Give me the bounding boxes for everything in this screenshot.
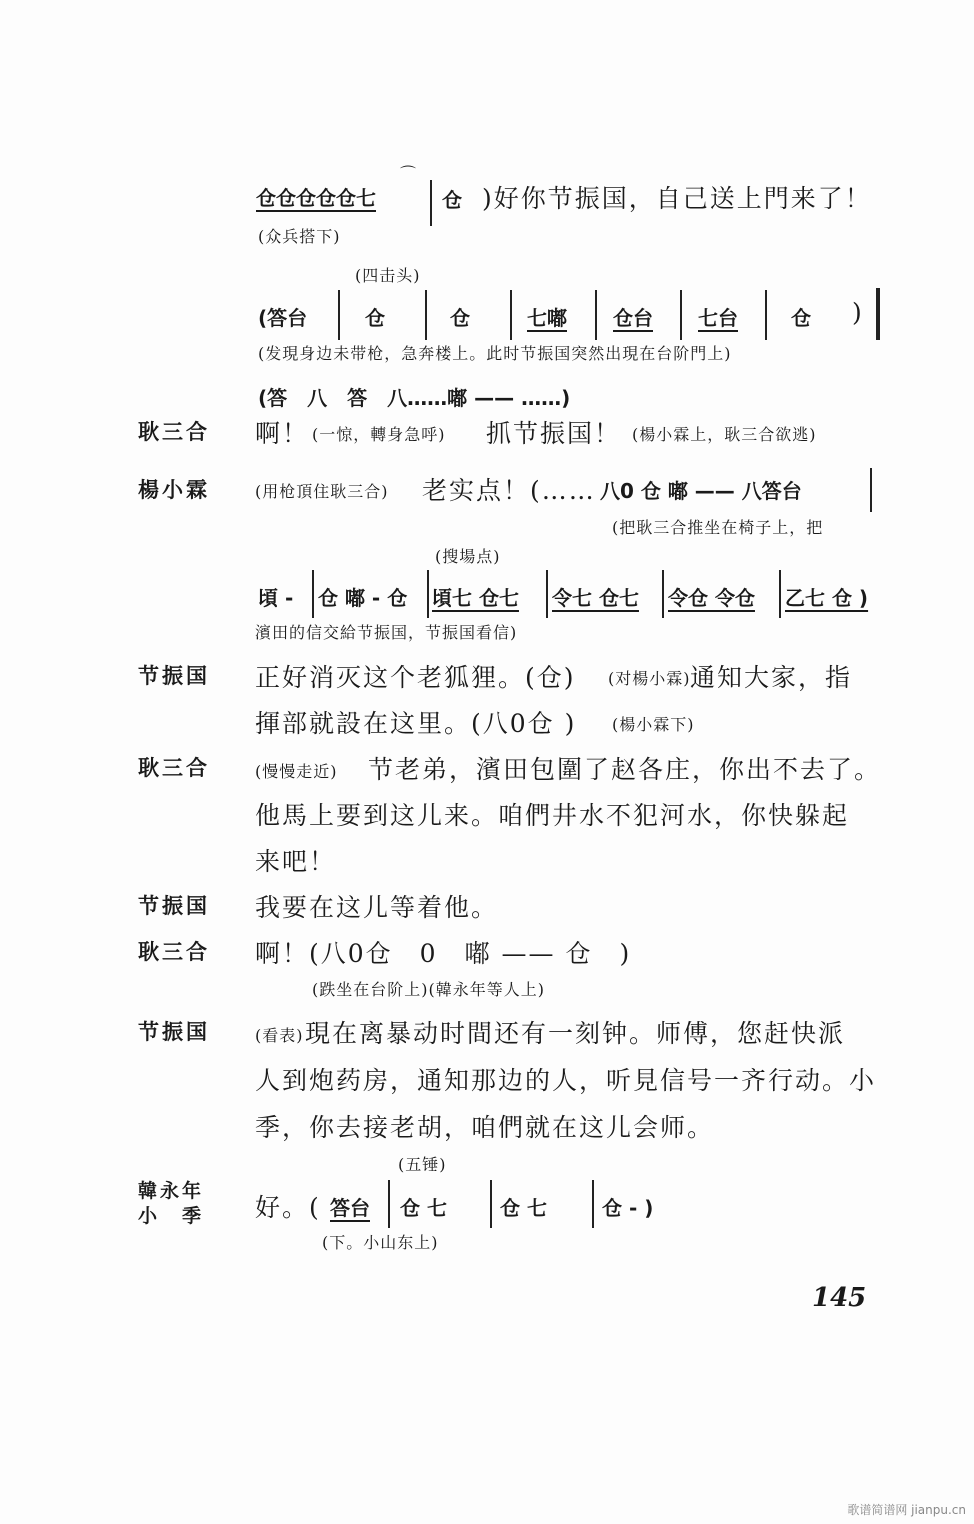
bar-line [388, 1180, 390, 1228]
dialogue: 正好消灭这个老狐狸。(仓) [255, 663, 576, 692]
measure: ) [852, 298, 864, 327]
measure: 仓 七 [500, 1196, 547, 1220]
stage-direction: (一惊，轉身急呼) [312, 425, 446, 444]
stage-direction: (众兵搭下) [258, 227, 341, 246]
bar-line [430, 180, 432, 226]
measure: 仓 [791, 306, 811, 330]
measure: 仓 七 [400, 1196, 447, 1220]
stage-direction: (看表) [255, 1026, 304, 1045]
speaker: 韓永年 [138, 1180, 205, 1202]
bar-line [427, 570, 429, 618]
dialogue: 他馬上要到这儿来。咱們井水不犯河水，你快躲起 [255, 801, 850, 830]
notation: 八0 仓 嘟 —— 八答台 [600, 479, 802, 503]
speaker: 小 季 [138, 1205, 205, 1227]
dialogue: 来吧！ [255, 847, 337, 876]
dialogue: 抓节振国！ [486, 419, 622, 448]
notation: 仓仓仓仓仓七 [256, 186, 376, 210]
dialogue: 好。( [255, 1193, 321, 1222]
stage-direction: (把耿三合推坐在椅子上，把 [612, 518, 824, 537]
dialogue: 节老弟，濱田包圍了赵各庄，你出不去了。 [368, 755, 882, 784]
speaker: 耿三合 [138, 940, 210, 964]
stage-direction: (用枪頂住耿三合) [255, 482, 389, 501]
dialogue: )好你节振国，自己送上門来了！ [482, 184, 872, 213]
bar-line [595, 290, 597, 340]
bar-line [592, 1180, 594, 1228]
dialogue: 季，你去接老胡，咱們就在这儿会师。 [255, 1113, 715, 1142]
measure: 頃 - [258, 586, 294, 610]
bar-line [312, 570, 314, 618]
measure: 乙七 仓 ) [785, 586, 869, 610]
stage-direction: (跌坐在台阶上)(韓永年等人上) [312, 980, 545, 999]
dialogue: 通知大家，指 [690, 663, 853, 692]
measure: 仓 [365, 306, 385, 330]
bar-line [338, 290, 340, 340]
bar-line [779, 570, 781, 618]
bar-line [425, 290, 427, 340]
dialogue: 我要在这儿等着他。 [255, 893, 499, 922]
speaker: 耿三合 [138, 420, 210, 444]
fermata: ⌒ [400, 164, 418, 183]
measure: (答台 [258, 306, 308, 330]
watermark: 歌谱简谱网 jianpu.cn [847, 1503, 966, 1517]
dialogue: 啊！(八0仓 0 嘟 —— 仓 ) [255, 939, 632, 968]
pattern-label: (四击头) [355, 266, 421, 285]
bar-line [876, 288, 880, 340]
measure: 仓 嘟 - 仓 [318, 586, 408, 610]
measure: 仓台 [613, 306, 653, 330]
pattern-label: (五锤) [398, 1155, 447, 1174]
notation: 仓 [442, 188, 462, 212]
measure: 頃七 仓七 [432, 586, 519, 610]
bar-line [680, 290, 682, 340]
stage-direction: (对楊小霖) [608, 669, 691, 688]
notation: (答 八 答 八……嘟 —— ……) [258, 386, 571, 410]
dialogue: 現在离暴动时間还有一刻钟。师傅，您赶快派 [305, 1019, 846, 1048]
speaker: 节振国 [138, 894, 210, 918]
speaker: 耿三合 [138, 756, 210, 780]
stage-direction: (楊小霖上，耿三合欲逃) [632, 425, 817, 444]
bar-line [765, 290, 767, 340]
dialogue: 啊！ [255, 419, 310, 448]
stage-direction: (下。小山东上) [322, 1233, 439, 1252]
speaker: 节振国 [138, 1020, 210, 1044]
measure: 七嘟 [527, 306, 567, 330]
bar-line [662, 570, 664, 618]
measure: 令七 仓七 [552, 586, 639, 610]
measure: 答台 [330, 1196, 370, 1220]
dialogue: 老实点！(…… [422, 476, 596, 505]
stage-direction: (楊小霖下) [612, 715, 695, 734]
bar-line [870, 468, 872, 512]
page-number: 145 [812, 1283, 867, 1313]
measure: 仓 [450, 306, 470, 330]
stage-direction: (发現身边未带枪，急奔楼上。此时节振国突然出現在台阶門上) [258, 344, 732, 363]
bar-line [510, 290, 512, 340]
dialogue: 人到炮药房，通知那边的人，听見信号一齐行动。小 [255, 1066, 877, 1095]
measure: 七台 [698, 306, 738, 330]
dialogue: 揮部就設在这里。(八0仓 ) [255, 709, 577, 738]
speaker: 节振国 [138, 664, 210, 688]
stage-direction: 濱田的信交給节振国，节振国看信) [255, 623, 518, 642]
speaker: 楊小霖 [138, 478, 210, 502]
measure: 仓 - ) [602, 1196, 654, 1220]
bar-line [546, 570, 548, 618]
bar-line [490, 1180, 492, 1228]
pattern-label: (搜場点) [435, 547, 501, 566]
measure: 令仓 令仓 [668, 586, 755, 610]
stage-direction: (慢慢走近) [255, 762, 338, 781]
